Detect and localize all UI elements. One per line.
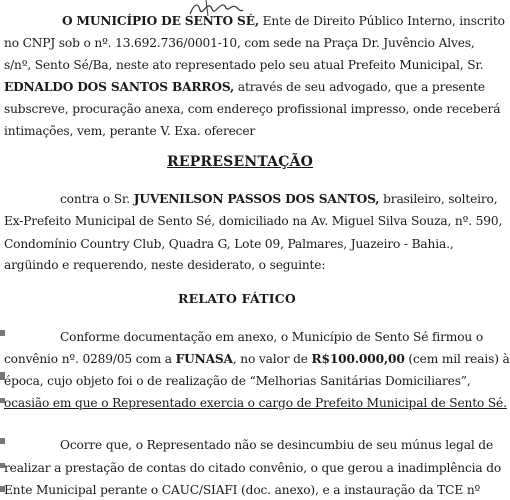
section-title-representacao: REPRESENTAÇÃO: [167, 154, 314, 170]
agreement-value: R$100.000,00: [311, 352, 405, 366]
scan-edge-mark: [0, 330, 5, 336]
relato-line-7: Ente Municipal perante o CAUC/SIAFI (doc. anexo), e a instauração da TCE nº: [4, 483, 481, 497]
relato-line-6: realizar a prestação de contas do citado convênio, o que gerou a inadimplência do: [4, 461, 502, 475]
respondent-name: JUVENILSON PASSOS DOS SANTOS,: [133, 192, 380, 206]
representacao-line-3: Condomínio Country Club, Quadra G, Lote 09, Palmares, Juazeiro - Bahia.,: [4, 237, 454, 251]
relato-text: , no valor de: [232, 352, 312, 366]
representacao-text: brasileiro, solteiro,: [379, 192, 498, 206]
intro-line-4: [4, 80, 485, 94]
funasa-name: FUNASA: [175, 352, 233, 366]
intro-line-1: [62, 14, 505, 28]
municipality-name: O MUNICÍPIO DE SENTO SÉ,: [62, 14, 259, 28]
intro-line-5: subscreve, procuração anexa, com endereço profissional impresso, onde receberá: [4, 102, 501, 116]
relato-text: (cem mil reais) à: [404, 352, 510, 366]
intro-line-2: no CNPJ sob o nº. 13.692.736/0001-10, com sede na Praça Dr. Juvêncio Alves,: [4, 36, 475, 50]
relato-line-5: Ocorre que, o Representado não se desincumbiu de seu múnus legal de: [60, 438, 494, 452]
representacao-line-4: argüindo e requerendo, neste desiderato, o seguinte:: [4, 258, 326, 272]
representacao-text: contra o Sr.: [60, 192, 134, 206]
representacao-line-2: Ex-Prefeito Municipal de Sento Sé, domiciliado na Av. Miguel Silva Souza, nº. 590,: [4, 214, 503, 228]
relato-line-2: [4, 352, 510, 366]
intro-line-6: intimações, vem, perante V. Exa. oferecer: [4, 124, 256, 138]
relato-text: convênio nº. 0289/05 com a: [4, 352, 176, 366]
intro-text: Ente de Direito Público Interno, inscrito: [258, 14, 505, 28]
relato-line-3: época, cujo objeto foi o de realização de “Melhorias Sanitárias Domiciliares”,: [4, 374, 471, 388]
relato-line-1: Conforme documentação em anexo, o Município de Sento Sé firmou o: [60, 330, 484, 344]
section-title-relato-fatico: RELATO FÁTICO: [178, 291, 297, 306]
intro-line-3: s/nº, Sento Sé/Ba, neste ato representado pelo seu atual Prefeito Municipal, Sr.: [4, 58, 484, 72]
mayor-name: EDNALDO DOS SANTOS BARROS,: [4, 80, 235, 94]
representacao-line-1: [60, 192, 497, 206]
intro-text: através de seu advogado, que a presente: [234, 80, 485, 94]
relato-line-4: ocasião em que o Representado exercia o cargo de Prefeito Municipal de Sento Sé.: [4, 396, 507, 410]
scan-edge-mark: [0, 438, 5, 444]
